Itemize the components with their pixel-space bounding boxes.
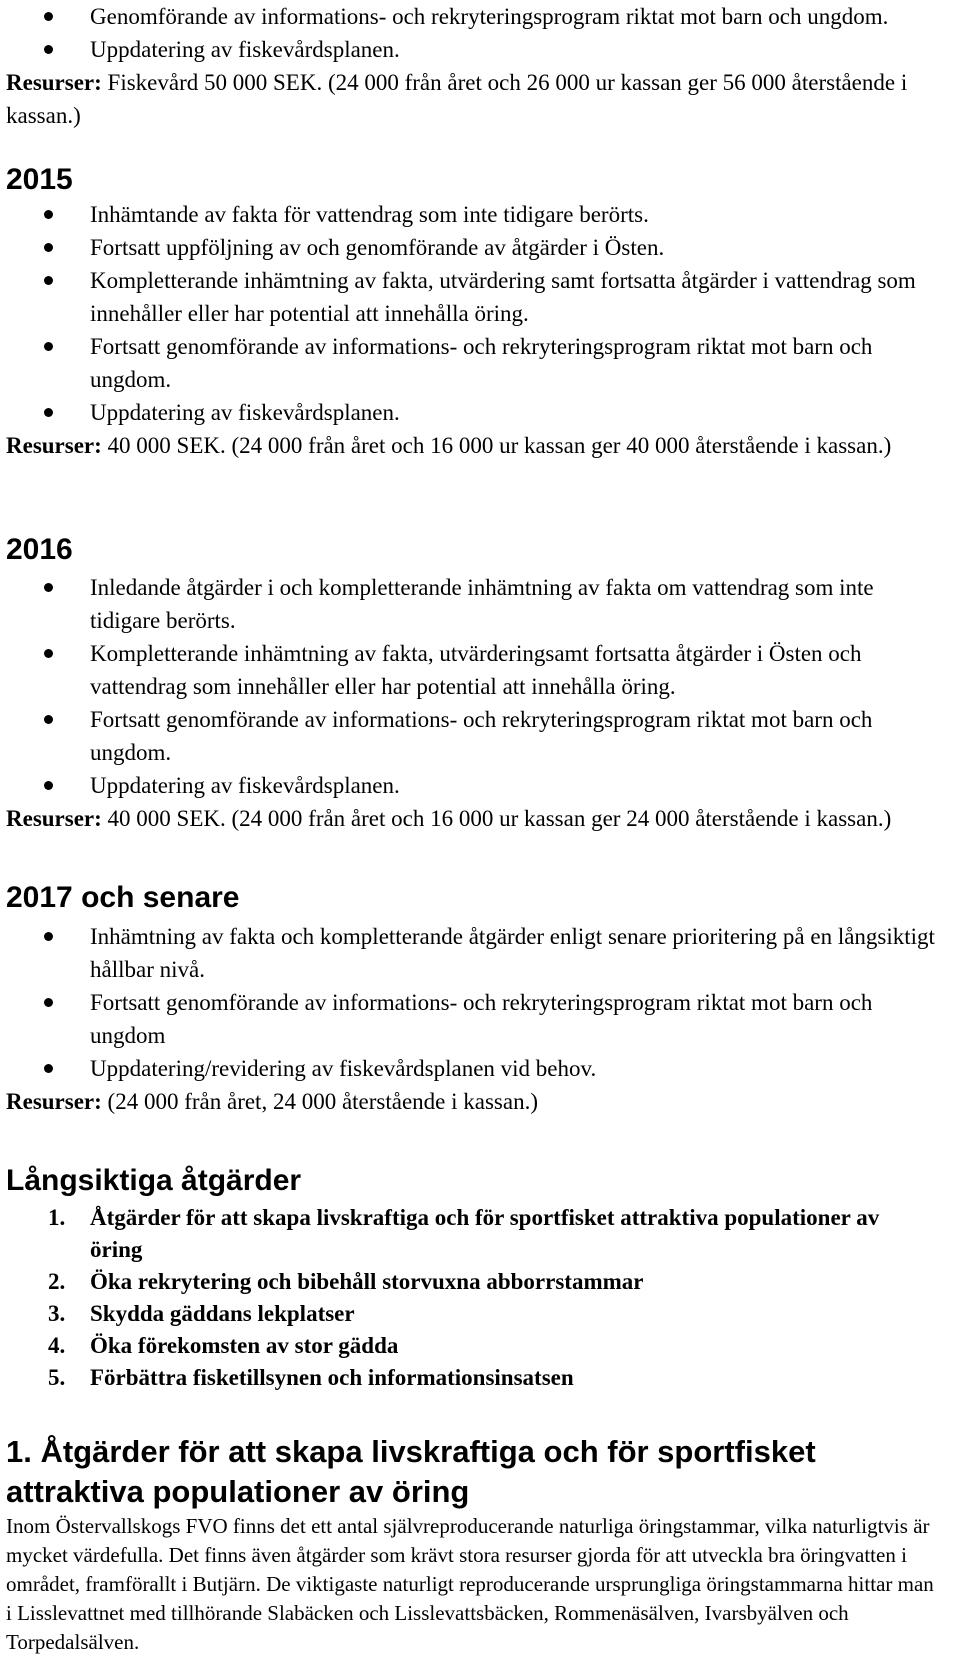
bullet-list-2014 <box>0 0 960 66</box>
resources-line-2016: Resurser: 40 000 SEK. (24 000 från året och 16 000 ur kassan ger 24 000 återstående i kassan.) <box>6 806 892 831</box>
bullet-icon <box>44 715 53 724</box>
resources-line-2015: Resurser: 40 000 SEK. (24 000 från året och 16 000 ur kassan ger 40 000 återstående i kassan.) <box>6 433 892 458</box>
section-paragraph-block <box>0 1512 960 1657</box>
bullet-icon <box>44 276 53 285</box>
bullet-icon <box>44 12 53 21</box>
bullet-icon <box>44 998 53 1007</box>
list-item: Fortsatt genomförande av informations- och rekryteringsprogram riktat mot barn och ungdom <box>0 986 960 1052</box>
bullet-icon <box>44 408 53 417</box>
list-item: 3. Skydda gäddans lekplatser <box>48 1301 355 1326</box>
section-heading: 1. Åtgärder för att skapa livskraftiga och för sportfisket attraktiva populationer av öring <box>6 1434 816 1509</box>
resources-line-2014: Resurser: Fiskevård 50 000 SEK. (24 000 från året och 26 000 ur kassan ger 56 000 återstående i kassan.) <box>6 70 908 128</box>
list-item: 5. Förbättra fisketillsynen och informationsinsatsen <box>48 1365 574 1390</box>
heading-2015: 2015 <box>6 163 73 196</box>
block-2015 <box>0 198 960 462</box>
list-item: Inledande åtgärder i och kompletterande inhämtning av fakta om vattendrag som inte tidigare berörts. <box>0 571 960 637</box>
bullet-icon <box>44 781 53 790</box>
list-item: Inhämtande av fakta för vattendrag som inte tidigare berörts. <box>0 198 960 231</box>
list-item: Uppdatering av fiskevårdsplanen. <box>0 769 960 802</box>
list-item: Inhämtning av fakta och kompletterande åtgärder enligt senare prioritering på en långsiktigt hållbar nivå. <box>0 920 960 986</box>
bullet-list-2016 <box>0 571 960 802</box>
heading-langsiktiga: Långsiktiga åtgärder <box>6 1164 302 1197</box>
bullet-icon <box>44 649 53 658</box>
list-item: 1. Åtgärder för att skapa livskraftiga och för sportfisket attraktiva populationer av öring <box>48 1205 880 1262</box>
bullet-icon <box>44 45 53 54</box>
langsiktiga-list-block <box>0 1202 960 1394</box>
bullet-icon <box>44 583 53 592</box>
bullet-icon <box>44 210 53 219</box>
resources-line-2017: Resurser: (24 000 från året, 24 000 återstående i kassan.) <box>6 1089 538 1114</box>
list-item: Genomförande av informations- och rekryteringsprogram riktat mot barn och ungdom. <box>0 0 960 33</box>
list-item: Kompletterande inhämtning av fakta, utvärderingsamt fortsatta åtgärder i Östen och vattendrag som innehåller eller har potential att innehålla öring. <box>0 637 960 703</box>
bullet-list-2015 <box>0 198 960 429</box>
bullet-icon <box>44 243 53 252</box>
block-2014 <box>0 0 960 132</box>
list-item: Fortsatt genomförande av informations- och rekryteringsprogram riktat mot barn och ungdom. <box>0 703 960 769</box>
list-item: 4. Öka förekomsten av stor gädda <box>48 1333 399 1358</box>
block-2017 <box>0 920 960 1118</box>
block-2016 <box>0 571 960 835</box>
list-item: Fortsatt genomförande av informations- och rekryteringsprogram riktat mot barn och ungdom. <box>0 330 960 396</box>
bullet-icon <box>44 932 53 941</box>
bullet-list-2017 <box>0 920 960 1085</box>
list-item: Fortsatt uppföljning av och genomförande av åtgärder i Östen. <box>0 231 960 264</box>
bullet-icon <box>44 342 53 351</box>
list-item: 2. Öka rekrytering och bibehåll storvuxna abborrstammar <box>48 1269 644 1294</box>
heading-2016: 2016 <box>6 533 73 566</box>
list-item: Uppdatering av fiskevårdsplanen. <box>0 33 960 66</box>
list-item: Uppdatering av fiskevårdsplanen. <box>0 396 960 429</box>
bullet-icon <box>44 1064 53 1073</box>
list-item: Kompletterande inhämtning av fakta, utvärdering samt fortsatta åtgärder i vattendrag som innehåller eller har potential att innehålla öring. <box>0 264 960 330</box>
numbered-list <box>0 1202 960 1394</box>
heading-2017: 2017 och senare <box>6 881 240 914</box>
body-paragraph: Inom Östervallskogs FVO finns det ett antal självreproducerande naturliga öringstammar, vilka naturligtvis är mycket värdefulla. Det finns även åtgärder som krävt stora resurser gjorda för att utveckla bra öringvatten i området, framförallt i Butjärn. De viktigaste naturligt reproducerande ursprungliga öringstammarna hittar man i Lisslevattnet med tillhörande Slabäcken och Lisslevattsbäcken, Rommenäsälven, Ivarsbyälven och Torpedalsälven. <box>6 1514 934 1654</box>
list-item: Uppdatering/revidering av fiskevårdsplanen vid behov. <box>0 1052 960 1085</box>
